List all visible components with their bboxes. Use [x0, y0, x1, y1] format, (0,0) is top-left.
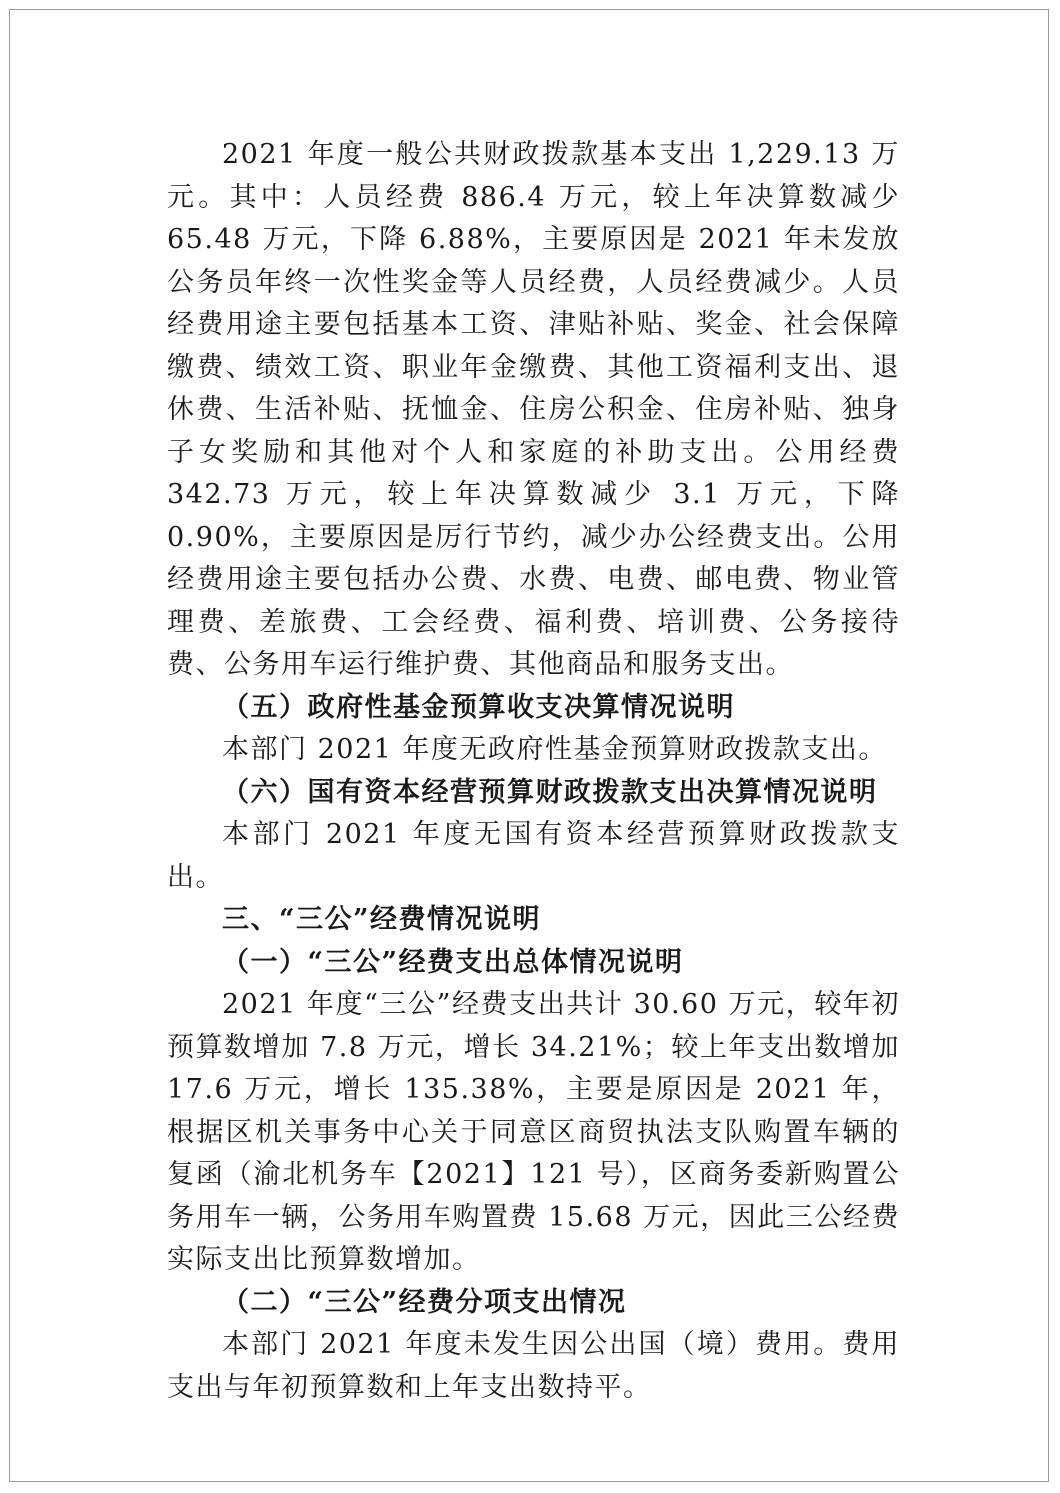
subsection-heading-overall: （一）“三公”经费支出总体情况说明 — [222, 946, 684, 978]
paragraph-state-capital: 本部门 2021 年度无国有资本经营预算财政拨款支出。 — [167, 819, 900, 893]
paragraph-overseas-travel: 本部门 2021 年度未发生因公出国（境）费用。费用支出与年初预算数和上年支出数持平。 — [167, 1329, 900, 1403]
section-heading-three-public: 三、“三公”经费情况说明 — [222, 904, 542, 935]
paragraph-three-public-overall: 2021 年度“三公”经费支出共计 30.60 万元，较年初预算数增加 7.8 万元，增长 34.21%；较上年支出数增加 17.6 万元，增长 135.38%，主要是原因是 2021 年，根据区机关事务中心关于同意区商贸执法支队购置车辆的复函（渝北机务车【2021】121 号），区商务委新购置公务用车一辆，公务用车购置费 15.68 万元，因此三公经费实际支出比预算数增加。 — [167, 989, 900, 1275]
section-heading-state-capital: （六）国有资本经营预算财政拨款支出决算情况说明 — [222, 776, 878, 808]
subsection-heading-itemized: （二）“三公”经费分项支出情况 — [222, 1286, 627, 1318]
paragraph-basic-expenditure: 2021 年度一般公共财政拨款基本支出 1,229.13 万元。其中：人员经费 886.4 万元，较上年决算数减少 65.48 万元，下降 6.88%，主要原因是 2021 年未发放公务员年终一次性奖金等人员经费，人员经费减少。人员经费用途主要包括基本工资、津贴补贴、奖金、社会保障缴费、绩效工资、职业年金缴费、其他工资福利支出、退休费、生活补贴、抚恤金、住房公积金、住房补贴、独身子女奖励和其他对个人和家庭的补助支出。公用经费 342.73 万元，较上年决算数减少 3.1 万元，下降 0.90%，主要原因是厉行节约，减少办公经费支出。公用经费用途主要包括办公费、水费、电费、邮电费、物业管理费、差旅费、工会经费、福利费、培训费、公务接待费、公务用车运行维护费、其他商品和服务支出。 — [167, 139, 900, 680]
section-heading-government-fund: （五）政府性基金预算收支决算情况说明 — [222, 691, 735, 723]
document-body — [167, 134, 900, 1409]
paragraph-government-fund: 本部门 2021 年度无政府性基金预算财政拨款支出。 — [222, 734, 887, 765]
